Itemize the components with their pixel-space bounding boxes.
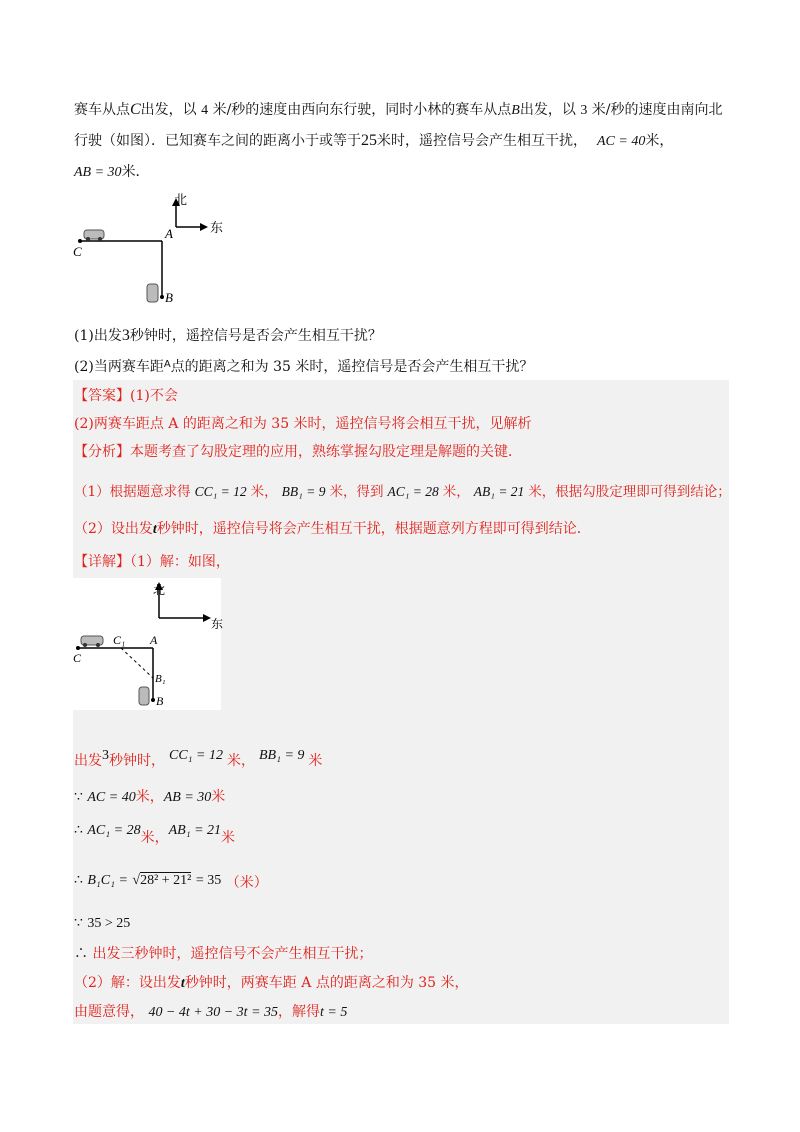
problem-line-1: 赛车从点C出发，以 4 米/秒的速度由西向东行驶，同时小林的赛车从点B出发，以 3 米/秒的速度由南向北 xyxy=(74,101,723,118)
question-2: (2)当两赛车距$^A$点的距离之和为 35 米时，遥控信号是否会产生相互干扰？ xyxy=(74,359,534,375)
solution-line-7: （2）解：设出发t秒钟时，两赛车距 A 点的距离之和为 35 米， xyxy=(74,975,469,991)
solution-line-1: 出发3秒钟时， CC₁ = 12 米， BB₁ = 9 米 xyxy=(74,748,323,769)
svg-text:C: C xyxy=(73,651,82,665)
detail-line: 【详解】（1）解：如图， xyxy=(74,554,230,570)
person-icon-2 xyxy=(139,687,149,705)
problem-line-2: 行驶（如图）．已知赛车之间的距离小于或等于25米时，遥控信号会产生相互干扰， AC = 40米， xyxy=(74,132,674,149)
solution-line-4: ∴ B₁C₁ = √28² + 21² = 35 （米） xyxy=(74,872,268,891)
question-1: (1)出发3秒钟时，遥控信号是否会产生相互干扰？ xyxy=(74,327,382,344)
answer-line-1: 【答案】(1)不会 xyxy=(74,388,178,404)
svg-text:B: B xyxy=(165,290,173,305)
analysis-line: 【分析】本题考查了勾股定理的应用，熟练掌握勾股定理是解题的关键． xyxy=(74,444,522,460)
solution-line-8: 由题意得， 40 − 4t + 30 − 3t = 35，解得t = 5 xyxy=(74,1004,348,1020)
svg-text:C: C xyxy=(73,244,82,259)
figure-1 xyxy=(70,192,240,312)
figure-2 xyxy=(73,578,224,710)
svg-text:A: A xyxy=(165,226,173,241)
analysis-step-2: （2）设出发t秒钟时，遥控信号将会产生相互干扰，根据题意列方程即可得到结论． xyxy=(74,521,591,537)
svg-text:C₁: C₁ xyxy=(113,633,126,647)
solution-line-6: ∴ 出发三秒钟时，遥控信号不会产生相互干扰； xyxy=(74,946,373,962)
person-icon xyxy=(147,284,158,302)
solution-line-3: ∴ AC₁ = 28米，AB₁ = 21米 xyxy=(74,822,236,846)
answer-line-2: (2)两赛车距点 A 的距离之和为 35 米时，遥控信号将会相互干扰，见解析 xyxy=(74,416,532,432)
svg-text:B₁: B₁ xyxy=(155,673,166,685)
solution-line-2: ∵ AC = 40米，AB = 30米 xyxy=(74,789,226,805)
north-label-1: 北 xyxy=(174,193,188,208)
svg-text:B: B xyxy=(156,694,164,708)
svg-text:A: A xyxy=(150,633,158,647)
north-label-2: 北 xyxy=(153,583,166,597)
problem-line-3: AB = 30米． xyxy=(74,164,150,180)
analysis-step-1: （1）根据题意求得 CC₁ = 12 米， BB₁ = 9 米，得到 AC₁ = 28 米， AB₁ = 21 米，根据勾股定理即可得到结论； xyxy=(74,484,731,500)
east-label-1: 东 xyxy=(210,221,224,236)
solution-line-5: ∵ 35 > 25 xyxy=(74,915,131,931)
east-label-2: 东 xyxy=(211,617,224,631)
